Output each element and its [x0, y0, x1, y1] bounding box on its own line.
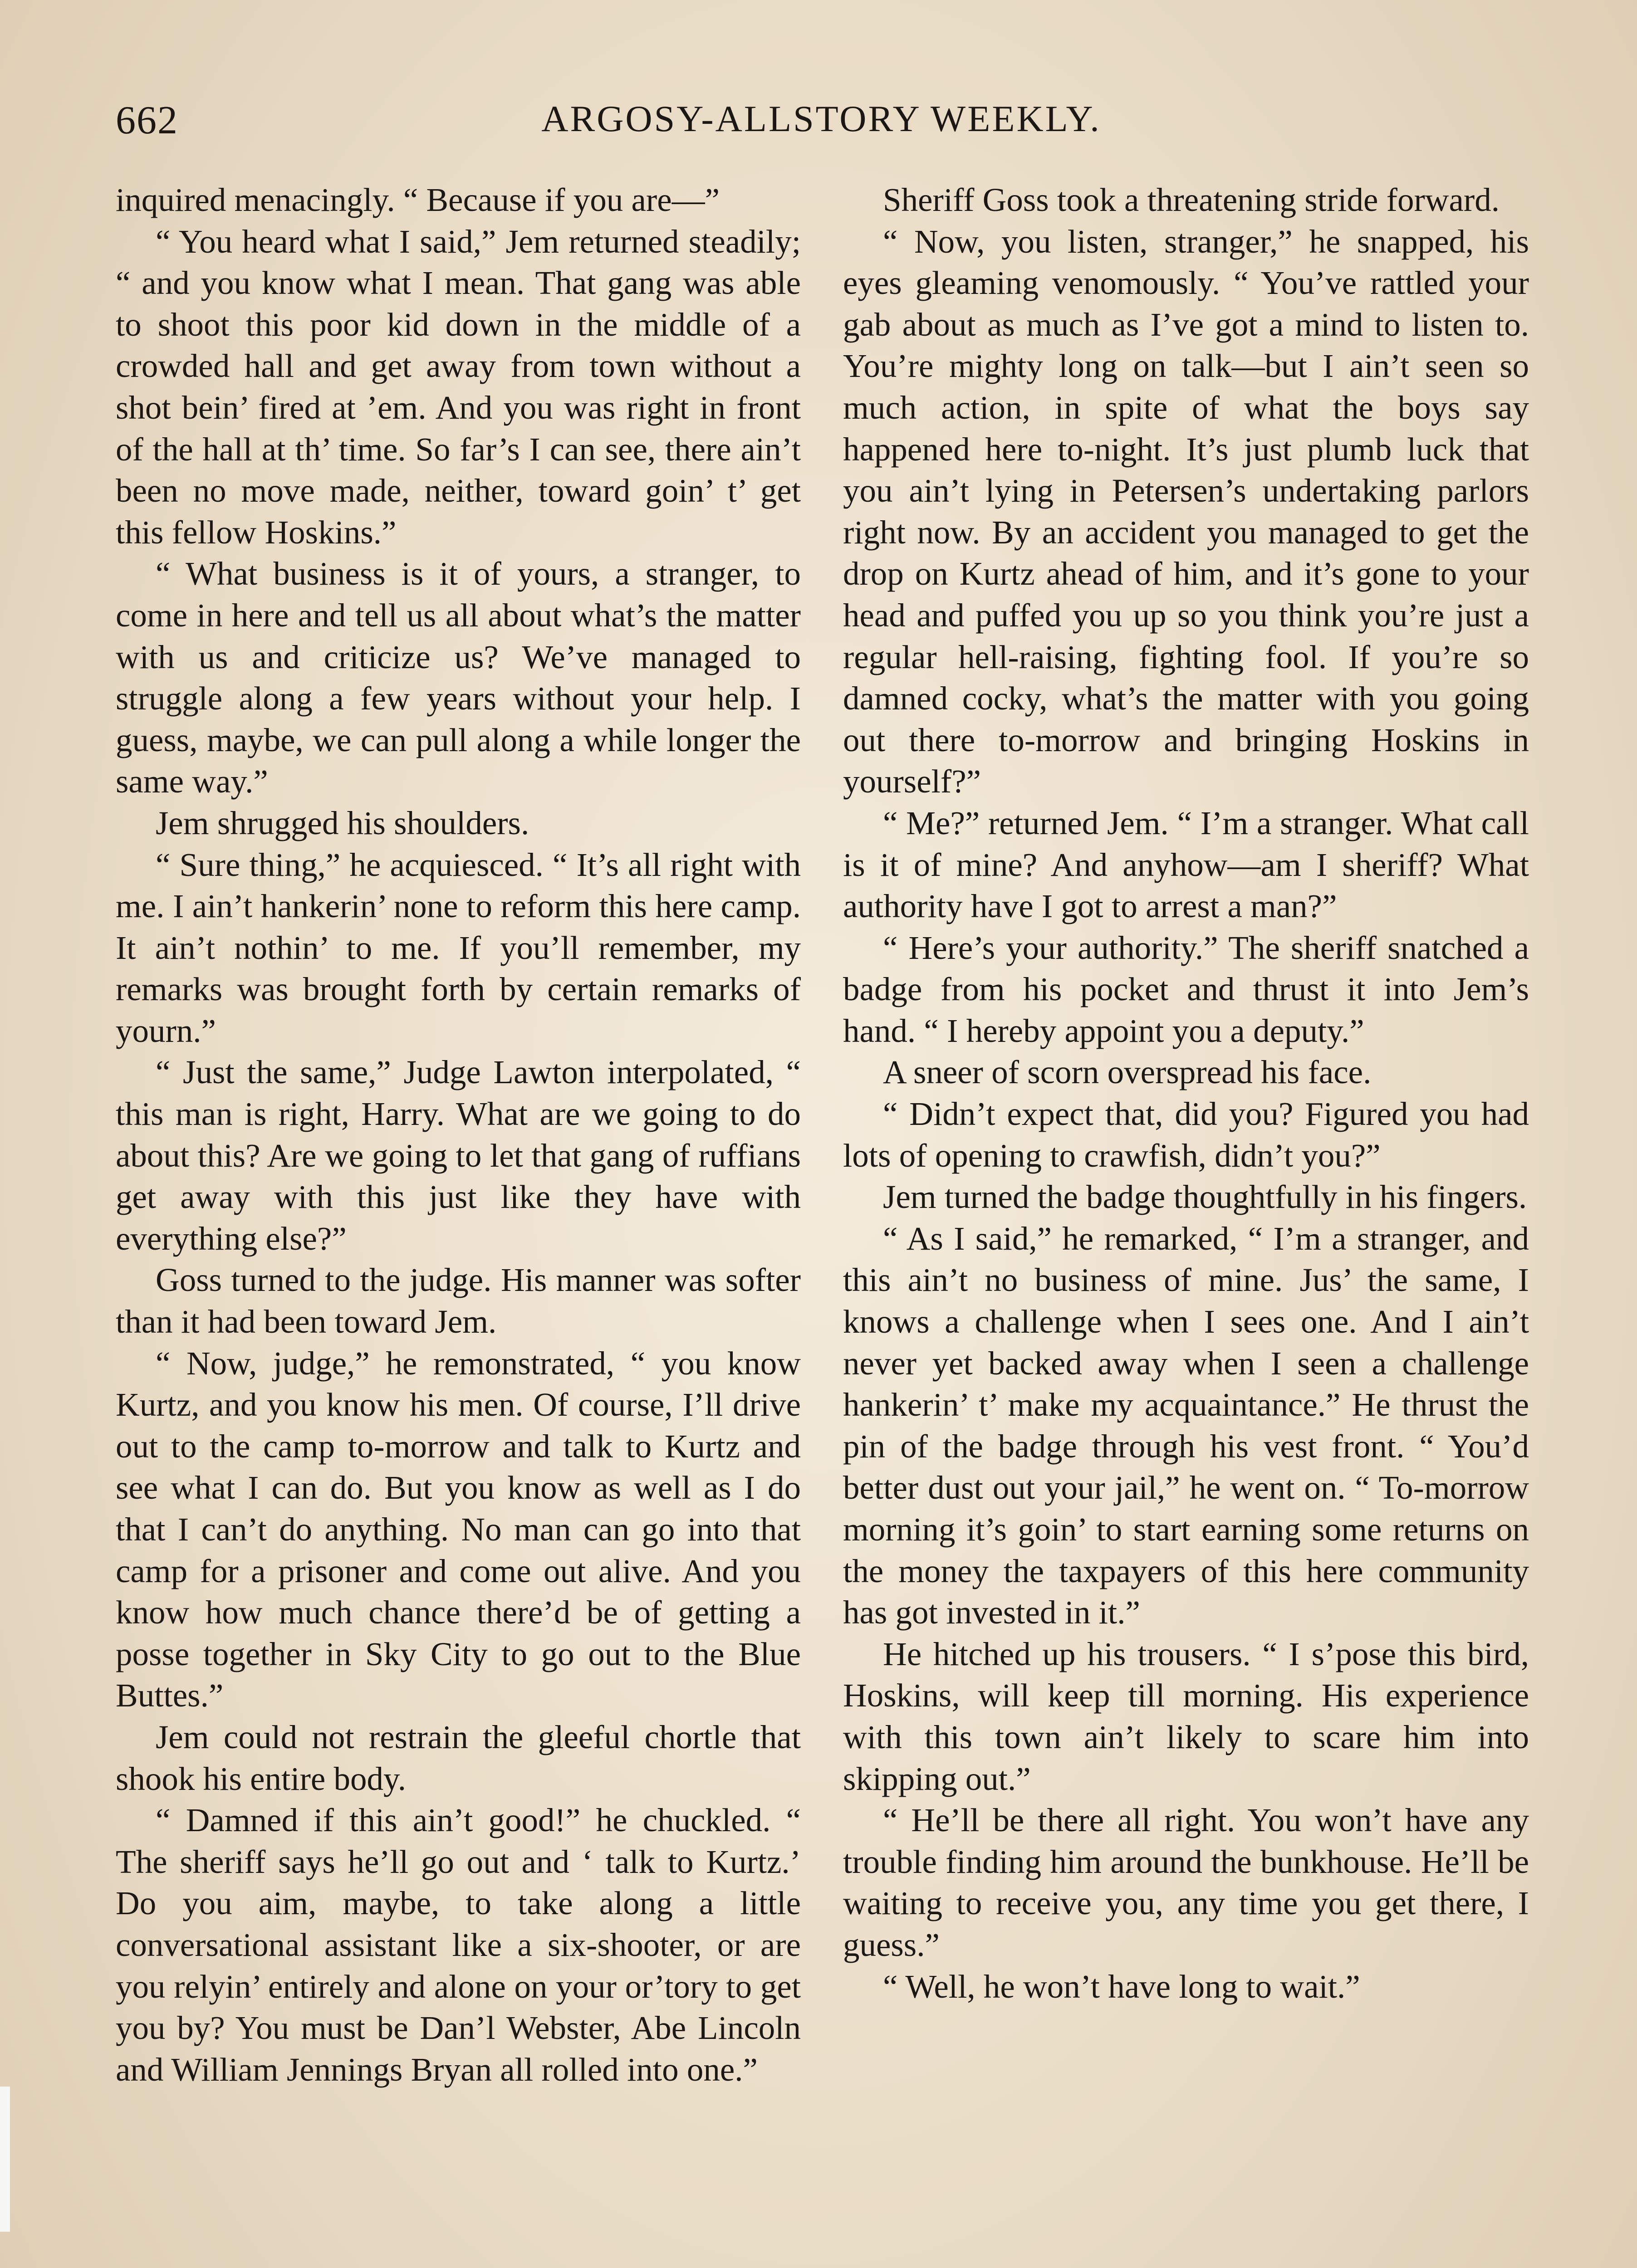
page-number: 662	[116, 98, 178, 142]
left-column	[116, 179, 801, 2090]
page-header	[116, 98, 1527, 147]
paragraph: “ You heard what I said,” Jem returned steadily; “ and you know what I mean. That gang was able to shoot this poor kid down in the middle of a crowded hall and get away from town without a shot bein’ fired at ’em. And you was right in front of the hall at th’ time. So far’s I can see, there ain’t been no move made, neither, toward goin’ t’ get this fellow Hoskins.”	[116, 223, 801, 551]
paragraph: “ Now, judge,” he remonstrated, “ you know Kurtz, and you know his men. Of course, I’ll drive out to the camp to-morrow and talk to Kurtz and see what I can do. But you know as well as I do that I can’t do anything. No man can go into that camp for a prisoner and come out alive. And you know how much chance there’d be of getting a posse together in Sky City to go out to the Blue Buttes.”	[116, 1344, 801, 1714]
paragraph: “ Well, he won’t have long to wait.”	[883, 1968, 1360, 2005]
running-head: ARGOSY-ALLSTORY WEEKLY.	[541, 98, 1101, 139]
paragraph: “ Sure thing,” he acquiesced. “ It’s all right with me. I ain’t hankerin’ none to reform this here camp. It ain’t nothin’ to me. If you’ll remember, my remarks was brought forth by certain remarks of yourn.”	[116, 846, 801, 1049]
paragraph: “ He’ll be there all right. You won’t have any trouble finding him around the bunkhouse. He’ll be waiting to receive you, any time you get there, I guess.”	[843, 1802, 1529, 1963]
right-column	[843, 179, 1529, 2007]
paragraph: “ Just the same,” Judge Lawton interpolated, “ this man is right, Harry. What are we going to do about this? Are we going to let that gang of ruffians get away with this just like they have with everything else?”	[116, 1054, 801, 1257]
paragraph: Goss turned to the judge. His manner was softer than it had been toward Jem.	[116, 1261, 801, 1340]
paragraph: Sheriff Goss took a threatening stride forward.	[883, 181, 1500, 218]
paragraph: “ Didn’t expect that, did you? Figured you had lots of opening to crawfish, didn’t you?”	[843, 1095, 1529, 1174]
paragraph: “ As I said,” he remarked, “ I’m a stranger, and this ain’t no business of mine. Jus’ the same, I knows a challenge when I sees one. And I ain’t never yet backed away when I seen a challenge hankerin’ t’ make my acquaintance.” He thrust the pin of the badge through his vest front. “ You’d better dust out your jail,” he went on. “ To-morrow morning it’s goin’ to start earning some returns on the money the taxpayers of this here community has got invested in it.”	[843, 1220, 1529, 1631]
paragraph: A sneer of scorn overspread his face.	[883, 1054, 1372, 1091]
paragraph: Jem could not restrain the gleeful chortle that shook his entire body.	[116, 1718, 801, 1797]
paragraph: Jem shrugged his shoulders.	[156, 804, 529, 841]
paragraph: Jem turned the badge thoughtfully in his fingers.	[883, 1178, 1527, 1216]
paragraph: “ Damned if this ain’t good!” he chuckled. “ The sheriff says he’ll go out and ‘ talk to Kurtz.’ Do you aim, maybe, to take along a little conversational assistant like a six-shooter, or are you relyin’ entirely and alone on your or’tory to get you by? You must be Dan’l Webster, Abe Lincoln and William Jennings Bryan all rolled into one.”	[116, 1802, 801, 2088]
paragraph: inquired menacingly. “ Because if you are—”	[116, 181, 720, 218]
paragraph: “ What business is it of yours, a stranger, to come in here and tell us all about what’s the matter with us and criticize us? We’ve managed to struggle along a few years without your help. I guess, maybe, we can pull along a while longer the same way.”	[116, 555, 801, 800]
paragraph: He hitched up his trousers. “ I s’pose this bird, Hoskins, will keep till morning. His experience with this town ain’t likely to scare him into skipping out.”	[843, 1635, 1529, 1797]
paragraph: “ Now, you listen, stranger,” he snapped, his eyes gleaming venomously. “ You’ve rattled your gab about as much as I’ve got a mind to listen to. You’re mighty long on talk—but I ain’t seen so much action, in spite of what the boys say happened here to-night. It’s just plumb luck that you ain’t lying in Petersen’s undertaking parlors right now. By an accident you managed to get the drop on Kurtz ahead of him, and it’s gone to your head and puffed you up so you think you’re just a regular hell-raising, fighting fool. If you’re so damned cocky, what’s the matter with you going out there to-morrow and bringing Hoskins in yourself?”	[843, 223, 1529, 800]
paragraph: “ Here’s your authority.” The sheriff snatched a badge from his pocket and thrust it into Jem’s hand. “ I hereby appoint you a deputy.”	[843, 929, 1529, 1049]
paragraph: “ Me?” returned Jem. “ I’m a stranger. What call is it of mine? And anyhow—am I sheriff? What authority have I got to arrest a man?”	[843, 804, 1529, 925]
binding-tab	[0, 2087, 10, 2232]
